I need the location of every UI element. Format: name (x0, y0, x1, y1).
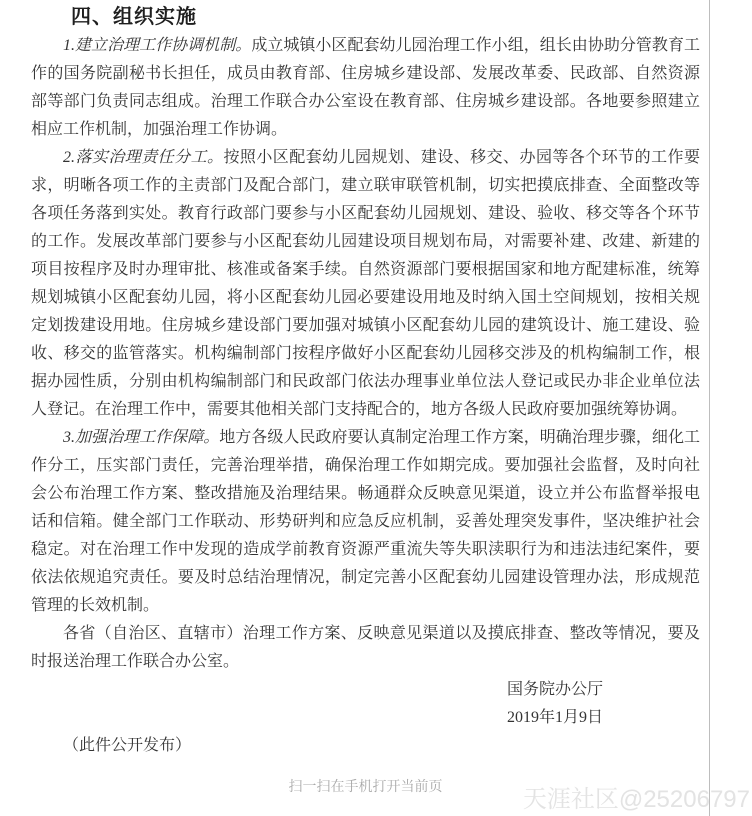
community-watermark: 天涯社区@25206797 (522, 786, 750, 813)
signer-name: 国务院办公厅 (506, 681, 603, 698)
paragraph-work-safeguards (31, 424, 700, 620)
signature-block (31, 676, 700, 732)
paragraph-responsibility-division (31, 144, 700, 424)
paragraph-coordination-mechanism (31, 32, 700, 144)
scan-to-open-tip: 扫一扫在手机打开当前页 (288, 778, 443, 794)
publish-note: （此件公开发布） (63, 737, 192, 754)
clause-2-lead: 2.落实治理责任分工。 (63, 149, 224, 166)
paragraph-reporting-requirement: 各省（自治区、直辖市）治理工作方案、反映意见渠道以及摸底排查、整改等情况，要及时报送治理工作联合办公室。 (31, 625, 700, 670)
clause-1-lead: 1.建立治理工作协调机制。 (63, 37, 252, 54)
clause-3-body: 地方各级人民政府要认真制定治理工作方案，明确治理步骤，细化工作分工，压实部门责任，完善治理举措，确保治理工作如期完成。要加强社会监督，及时向社会公布治理工作方案、整改措施及治理结果。畅通群众反映意见渠道，设立并公布监督举报电话和信箱。健全部门工作联动、形势研判和应急反应机制，妥善处理突发事件，坚决维护社会稳定。对在治理工作中发现的造成学前教育资源严重流失等失职渎职行为和违法违纪案件，要依法依规追究责任。要及时总结治理情况，制定完善小区配套幼儿园建设管理办法，形成规范管理的长效机制。 (31, 429, 700, 614)
clause-1-body: 成立城镇小区配套幼儿园治理工作小组，组长由协助分管教育工作的国务院副秘书长担任，成员由教育部、住房城乡建设部、发展改革委、民政部、自然资源部等部门负责同志组成。治理工作联合办公室设在教育部、住房城乡建设部。各地要参照建立相应工作机制，加强治理工作协调。 (31, 37, 700, 138)
page-right-divider (709, 0, 710, 816)
clause-3-lead: 3.加强治理工作保障。 (63, 429, 220, 446)
signature-date: 2019年1月9日 (506, 709, 603, 726)
clause-2-body: 按照小区配套幼儿园规划、建设、移交、办园等各个环节的工作要求，明晰各项工作的主责部门及配合部门，建立联审联管机制，切实把摸底排查、全面整改等各项任务落到实处。教育行政部门要参与小区配套幼儿园规划、建设、验收、移交等各个环节的工作。发展改革部门要参与小区配套幼儿园建设项目规划布局，对需要补建、改建、新建的项目按程序及时办理审批、核准或备案手续。自然资源部门要根据国家和地方配建标准，统筹规划城镇小区配套幼儿园，将小区配套幼儿园必要建设用地及时纳入国土空间规划，按相关规定划拨建设用地。住房城乡建设部门要加强对城镇小区配套幼儿园的建筑设计、施工建设、验收、移交的监管落实。机构编制部门按程序做好小区配套幼儿园移交涉及的机构编制工作，根据办园性质，分别由机构编制部门和民政部门依法办理事业单位法人登记或民办非企业单位法人登记。在治理工作中，需要其他相关部门支持配合的，地方各级人民政府要加强统筹协调。 (31, 149, 700, 418)
section-heading: 四、组织实施 (71, 6, 197, 28)
